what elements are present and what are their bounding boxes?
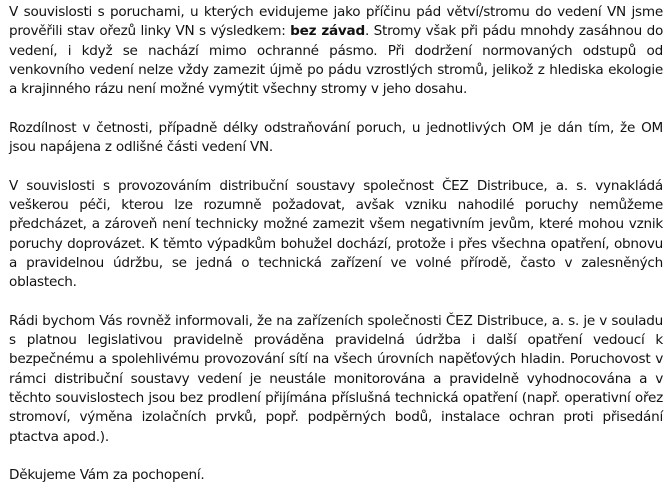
paragraph-distribution-care: V souvislosti s provozováním distribuční soustavy společnost ČEZ Distribuce, a. s. vynakládá veškerou péči, kterou lze rozumně požadovat, avšak vzniku nahodilé poruchy nemůžeme předcházet, a zároveň není technicky možné zamezit všem negativním jevům, které mohou vznik poruchy doprovázet. K těmto výpadkům bohužel dochází, protože i přes všechna opatření, obnovu a pravidelnou údržbu, se jedná o technická zařízení ve volné přírodě, často v zalesněných oblastech. <box>9 177 663 291</box>
letter-body <box>9 3 663 485</box>
result-bold-text: bez závad <box>290 23 365 40</box>
paragraph-tree-faults <box>9 3 663 99</box>
paragraph-text: . Stromy však při pádu mnohdy zasáhnou do vedení, i když se nachází mimo ochranné pásmo. Při dodržení normovaných odstupů od venkovního vedení nelze vždy zamezit újmě po pádu vzrostlých stromů, jelikož z hlediska ekologie a krajinného rázu není možné vymýtit všechny stromy v jeho dosahu. <box>9 23 664 98</box>
paragraph-outage-frequency: Rozdílnost v četnosti, případně délky odstraňování poruch, u jednotlivých OM je dán tím, že OM jsou napájena z odlišné části vedení VN. <box>9 119 663 156</box>
paragraph-thanks: Děkujeme Vám za pochopení. <box>9 467 205 484</box>
paragraph-text: V souvislosti s poruchami, u kterých evidujeme jako příčinu pád větví/stromu do vedení VN jsme prověřili stav ořezů linky VN s výsledkem: <box>9 4 663 40</box>
paragraph-maintenance-info: Rádi bychom Vás rovněž informovali, že na zařízeních společnosti ČEZ Distribuce, a. s. je v souladu s platnou legislativou pravidelně prováděna pravidelná údržba i další opatření vedoucí k bezpečnému a spolehlivému provozování sítí na všech úrovních napěťových hladin. Poruchovost v rámci distribuční soustavy vedení je neustále monitorována a pravidelně vyhodnocována a v těchto souvislostech jsou bez prodlení přijímána příslušná technická opatření (např. operativní ořez stromoví, výměna izolačních prvků, popř. podpěrných bodů, instalace ochran proti přisedání ptactva apod.). <box>9 312 663 445</box>
